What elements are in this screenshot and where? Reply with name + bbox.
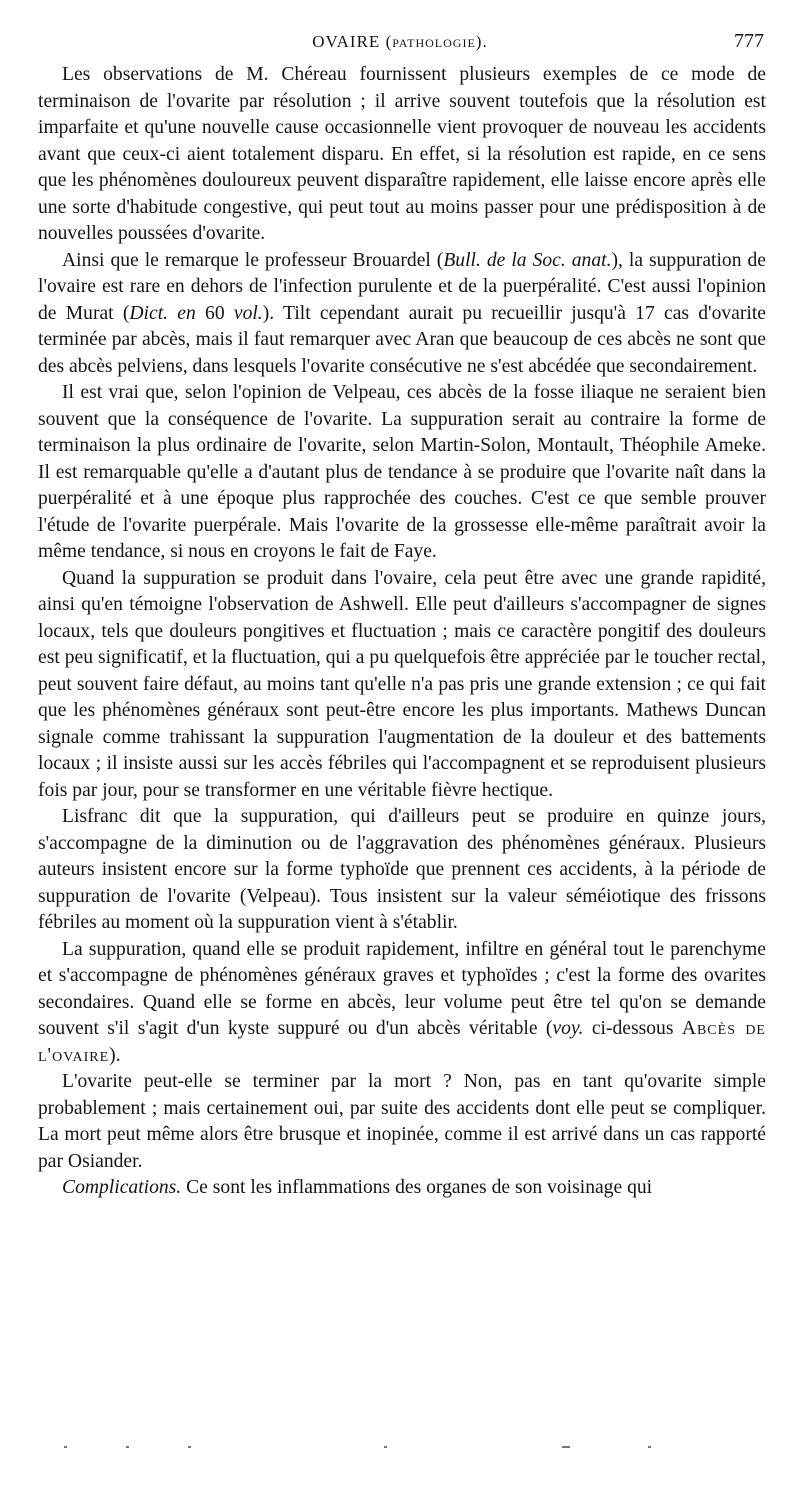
paragraph-6 xyxy=(38,937,766,1070)
scan-mark xyxy=(648,1446,651,1448)
paragraph-3: Il est vrai que, selon l'opinion de Velpeau, ces abcès de la fosse iliaque ne seraient bien souvent que la conséquence de l'ovarite. La suppuration serait au contraire la forme de terminaison la plus ordinaire de l'ovarite, selon Martin-Solon, Montault, Théophile Ameke. Il est remarquable qu'elle a d'autant plus de tendance à se produire que l'ovarite naît dans la puerpéralité et à une époque plus rapprochée des couches. C'est ce que semble prouver l'étude de l'ovarite puerpérale. Mais l'ovarite de la grossesse elle-même paraîtrait avoir la même tendance, si nous en croyons le fait de Faye. xyxy=(38,382,766,562)
cross-reference-abces: Abcès de l'ovaire xyxy=(38,1018,766,1066)
paragraph-1: Les observations de M. Chéreau fournissent plusieurs exemples de ce mode de terminaison de l'ovarite par résolution ; il arrive souvent toutefois que la résolution est imparfaite et qu'une nouvelle cause occasionnelle vient provoquer de nouveau les accidents avant que ceux-ci aient totalement disparu. En effet, si la résolution est rapide, en ce sens que les phénomènes douloureux peuvent disparaître rapidement, elle laisse encore après elle une sorte d'habitude congestive, qui peut tout au moins passer pour une prédisposition à de nouvelles poussées d'ovarite. xyxy=(38,64,766,244)
citation-vol: vol. xyxy=(233,302,263,324)
page-number: 777 xyxy=(734,30,764,52)
running-title-main: OVAIRE xyxy=(312,32,386,51)
paragraph-2-text-1: Ainsi que le remarque le professeur Brouardel ( xyxy=(62,249,444,271)
paragraph-2-text-3: 60 xyxy=(195,302,234,324)
running-title xyxy=(0,32,800,52)
scan-mark xyxy=(188,1446,191,1448)
paragraph-6-text-2: ci-dessous xyxy=(583,1018,682,1039)
paragraph-8-text-1: Ce sont les inflammations des organes de son voisinage qui xyxy=(181,1177,653,1198)
citation-bull-soc-anat: Bull. de la Soc. anat. xyxy=(443,249,612,271)
paragraph-2 xyxy=(38,248,766,381)
section-heading-complications: Complications. xyxy=(62,1177,182,1198)
scan-mark xyxy=(64,1446,67,1448)
running-header xyxy=(0,30,800,56)
body-text xyxy=(38,62,766,1202)
scan-mark xyxy=(384,1446,387,1448)
citation-voy: voy. xyxy=(552,1018,584,1039)
paragraph-2-text-4: ). Tilt cependant aurait pu recueillir jusqu'à 17 cas d'ovarite terminée par abcès, mais il faut remarquer avec Aran que beaucoup de ces abcès ne sont que des abcès pelviens, dans lesquels l'ovarite consécutive ne s'est abcédée que secondairement. xyxy=(38,302,766,377)
paragraph-4: Quand la suppuration se produit dans l'ovaire, cela peut être avec une grande rapidité, ainsi qu'en témoigne l'observation de Ashwell. Elle peut d'ailleurs s'accompagner de signes locaux, tels que douleurs pongitives et fluctuation ; mais ce caractère pongitif des douleurs est peu significatif, et la fluctuation, qui a pu quelquefois être appréciée par le toucher rectal, peut souvent faire défaut, au moins tant qu'elle n'a pas pris une grande extension ; ce qui fait que les phénomènes généraux sont peut-être encore les plus importants. Mathews Duncan signale comme trahissant la suppuration l'augmentation de la douleur et des battements locaux ; il insiste aussi sur les accès fébriles qui l'accompagnent et se reproduisent plusieurs fois par jour, pour se transformer en une véritable fièvre hectique. xyxy=(38,567,766,801)
scan-mark xyxy=(562,1446,570,1448)
citation-dict: Dict. en xyxy=(129,302,196,324)
paragraph-7: L'ovarite peut-elle se terminer par la mort ? Non, pas en tant qu'ovarite simple probablement ; mais certainement oui, par suite des accidents dont elle peut se compliquer. La mort peut même alors être brusque et inopinée, comme il est arrivé dans un cas rapporté par Osiander. xyxy=(38,1071,766,1172)
scan-artifact-marks xyxy=(0,1446,800,1450)
paragraph-6-text-3: ). xyxy=(109,1044,121,1066)
scan-mark xyxy=(126,1446,129,1448)
running-title-subtitle: (pathologie). xyxy=(385,32,488,51)
paragraph-6-text-1: La suppuration, quand elle se produit rapidement, infiltre en général tout le parenchyme et s'accompagne de phénomènes généraux graves et typhoïdes ; c'est la forme des ovarites secondaires. Quand elle se forme en abcès, leur volume peut être tel qu'on se demande souvent s'il s'agit d'un kyste suppuré ou d'un abcès véritable ( xyxy=(38,938,766,1039)
paragraph-2-text-2: ), la suppuration de l'ovaire est rare en dehors de l'infection purulente et de la puerpéralité. C'est aussi l'opinion de Murat ( xyxy=(38,249,766,324)
paragraph-5: Lisfranc dit que la suppuration, qui d'ailleurs peut se produire en quinze jours, s'accompagne de la diminution ou de l'aggravation des phénomènes généraux. Plusieurs auteurs insistent encore sur la forme typhoïde que prennent ces accidents, à la période de suppuration de l'ovarite (Velpeau). Tous insistent sur la valeur séméiotique des frissons fébriles au moment où la suppuration vient à s'établir. xyxy=(38,806,766,933)
paragraph-8 xyxy=(38,1175,766,1202)
